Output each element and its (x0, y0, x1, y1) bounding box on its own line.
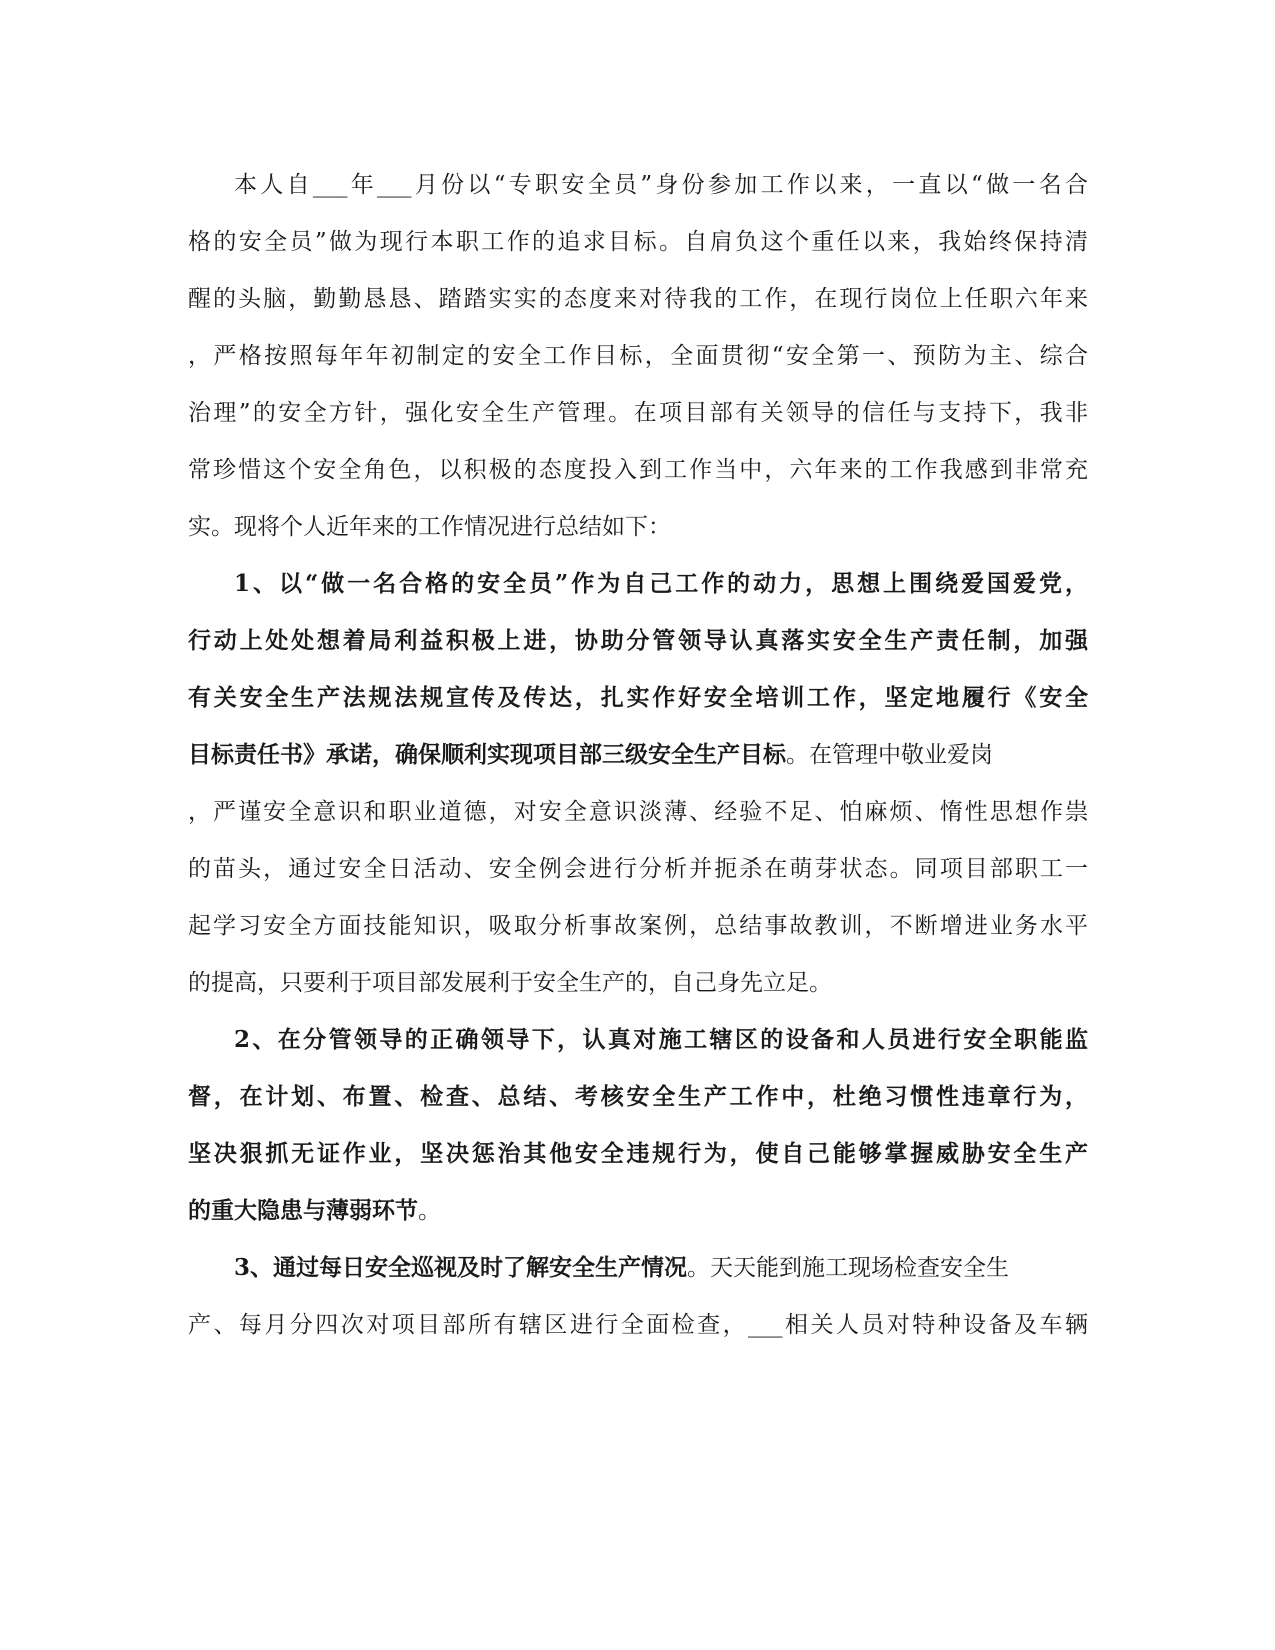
paragraph-3-line-4 (188, 1191, 1088, 1231)
paragraph-2-line-8: 的提高，只要利于项目部发展利于安全生产的，自己身先立足。 (188, 970, 832, 996)
paragraph-4-line-1-normal: 。天天能到施工现场检查安全生 (687, 1255, 1010, 1281)
paragraph-3-line-4-bold: 的重大隐患与薄弱环节 (188, 1197, 418, 1224)
paragraph-2-line-4-bold: 目标责任书》承诺，确保顺利实现项目部三级安全生产目标 (188, 741, 786, 768)
paragraph-3-line-4-normal: 。 (418, 1198, 441, 1224)
paragraph-4-line-1-bold: 3、通过每日安全巡视及时了解安全生产情况 (234, 1254, 688, 1281)
paragraph-2-line-3: 有关安全生产法规法规宣传及传达，扎实作好安全培训工作，坚定地履行《安全 (188, 684, 1088, 711)
paragraph-1-line-5: 治理”的安全方针，强化安全生产管理。在项目部有关领导的信任与支持下，我非 (188, 400, 1088, 426)
paragraph-1-line-1: 本人自___年___月份以“专职安全员”身份参加工作以来，一直以“做一名合 (234, 172, 1088, 198)
paragraph-4-line-2: 产、每月分四次对项目部所有辖区进行全面检查，___相关人员对特种设备及车辆 (188, 1312, 1088, 1338)
paragraph-2-line-5: ，严谨安全意识和职业道德，对安全意识淡薄、经验不足、怕麻烦、惰性思想作祟 (188, 799, 1088, 825)
paragraph-3-line-1: 2、在分管领导的正确领导下，认真对施工辖区的设备和人员进行安全职能监 (234, 1026, 1088, 1053)
paragraph-2-line-2: 行动上处处想着局利益积极上进，协助分管领导认真落实安全生产责任制，加强 (188, 627, 1088, 654)
paragraph-1-line-2: 格的安全员”做为现行本职工作的追求目标。自肩负这个重任以来，我始终保持清 (188, 229, 1088, 255)
paragraph-4-line-1 (234, 1248, 1088, 1288)
paragraph-2-line-6: 的苗头，通过安全日活动、安全例会进行分析并扼杀在萌芽状态。同项目部职工一 (188, 856, 1088, 882)
paragraph-2-line-4-normal: 。在管理中敬业爱岗 (786, 742, 993, 768)
paragraph-1-line-3: 醒的头脑，勤勤恳恳、踏踏实实的态度来对待我的工作，在现行岗位上任职六年来 (188, 286, 1088, 312)
paragraph-1-line-4: ，严格按照每年年初制定的安全工作目标，全面贯彻“安全第一、预防为主、综合 (188, 343, 1088, 369)
paragraph-3-line-3: 坚决狠抓无证作业，坚决惩治其他安全违规行为，使自己能够掌握威胁安全生产 (188, 1140, 1088, 1167)
paragraph-1-line-6: 常珍惜这个安全角色，以积极的态度投入到工作当中，六年来的工作我感到非常充 (188, 457, 1088, 483)
paragraph-1-line-7: 实。现将个人近年来的工作情况进行总结如下： (188, 514, 671, 540)
paragraph-2-line-7: 起学习安全方面技能知识，吸取分析事故案例，总结事故教训，不断增进业务水平 (188, 913, 1088, 939)
paragraph-2-line-1: 1、以“做一名合格的安全员”作为自己工作的动力，思想上围绕爱国爱党， (234, 570, 1088, 597)
paragraph-3-line-2: 督，在计划、布置、检查、总结、考核安全生产工作中，杜绝习惯性违章行为， (188, 1083, 1088, 1110)
paragraph-2-line-4 (188, 735, 1088, 775)
